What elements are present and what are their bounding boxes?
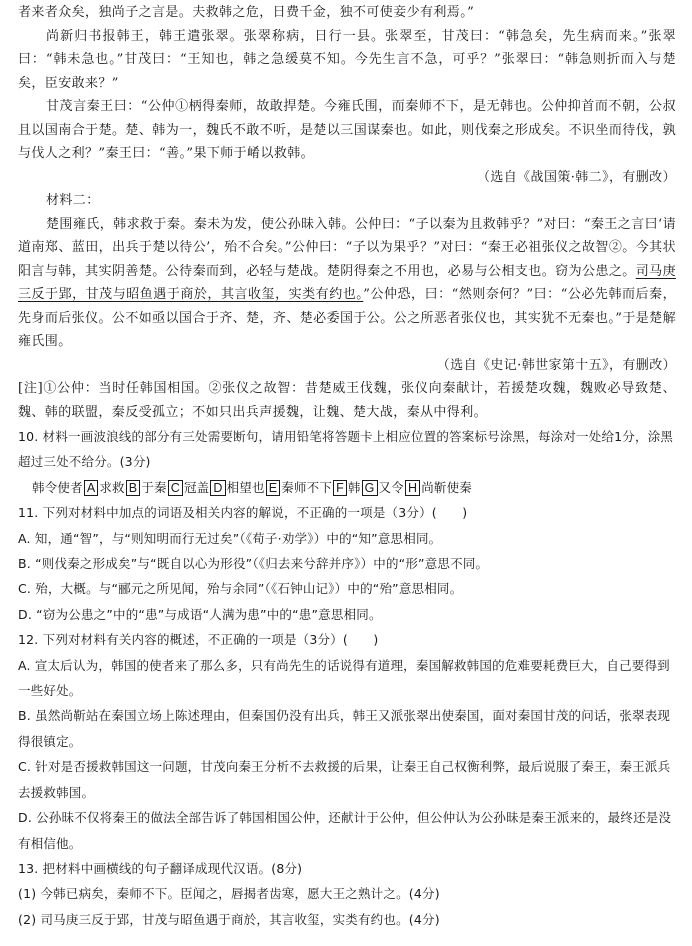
option-a[interactable]: A. 知，通“智”，与“则知明而行无过矣”（《荀子·劝学》）中的“知”意思相同。 <box>18 530 442 546</box>
option-a[interactable]: A. 宣太后认为，韩国的使者来了那么多，只有尚先生的话说得有道理，秦国解救韩国的危难要耗费巨大，自己要得到一些好处。 <box>18 657 670 699</box>
answer-box-b[interactable]: B <box>126 480 141 496</box>
answer-box-f[interactable]: F <box>333 480 347 496</box>
option-b[interactable]: B. “则伐秦之形成矣”与“既自以心为形役”（《归去来兮辞并序》）中的“形”意思不同。 <box>18 556 489 572</box>
answer-box-h[interactable]: H <box>405 480 420 496</box>
segment: 冠盖 <box>183 479 210 495</box>
translation-item-2: (2) 司马庚三反于郢，甘茂与昭鱼遇于商於，其言收玺，实类有约也。(4分) <box>18 911 440 927</box>
answer-box-e[interactable]: E <box>266 480 281 496</box>
question-11-stem: 11. 下列对材料中加点的词语及相关内容的解说，不正确的一项是（3分）( ) <box>18 505 468 521</box>
segment: 相望也 <box>226 479 265 495</box>
answer-box-g[interactable]: G <box>362 480 378 496</box>
source-citation: （选自《史记·韩世家第十五》，有删改） <box>436 357 676 373</box>
segment: 秦师不下 <box>281 479 333 495</box>
material-two-label: 材料二： <box>46 193 100 208</box>
answer-box-d[interactable]: D <box>210 480 225 496</box>
classical-passage <box>0 0 692 424</box>
sentence-break-line <box>0 475 692 500</box>
question-10-stem: 10. 材料一画波浪线的部分有三处需要断句，请用铅笔将答题卡上相应位置的答案标号涂黑，每涂对一处给1分，涂黑超过三处不给分。(3分) <box>18 429 674 470</box>
segment: 求救 <box>99 479 125 495</box>
option-c[interactable]: C. 殆，大概。与“郦元之所见闻，殆与余同”（《石钟山记》）中的“殆”意思相同。 <box>18 581 463 597</box>
option-b[interactable]: B. 虽然尚靳站在秦国立场上陈述理由，但秦国仍没有出兵，韩王又派张翠出使秦国，面对秦国甘茂的问话，张翠表现得很镇定。 <box>18 708 671 749</box>
annotation-note: [注]①公仲：当时任韩国相国。②张仪之故智：昔楚威王伐魏，张仪向秦献计，若援楚攻魏，魏败必导致楚、魏、韩的联盟，秦反受孤立；不如只出兵声援魏，让魏、楚大战，秦从中得利。 <box>18 381 676 420</box>
underlined-sentence: 司马庚三反于郢，甘茂与昭鱼遇于商於，其言收玺，实类有约也。 <box>18 263 676 302</box>
segment: 尚靳使秦 <box>421 479 472 495</box>
passage-paragraph <box>0 213 692 354</box>
source-citation: （选自《战国策·韩二》，有删改） <box>476 169 676 185</box>
question-13-stem: 13. 把材料中画横线的句子翻译成现代汉语。(8分) <box>18 860 303 876</box>
option-d[interactable]: D. “窃为公患之”中的“患”与成语“人满为患”中的“患”意思相同。 <box>18 606 382 622</box>
segment: 于秦 <box>141 479 167 495</box>
passage-text: ”公仲恐，曰：“然则奈何？”曰：“公必先韩而后秦，先身而后张仪。公不如亟以国合于齐、楚，齐、楚必委国于公。公之所恶者张仪也，其实犹不无秦也。”于是楚解雍氏围。 <box>18 287 676 349</box>
passage-text: 楚围雍氏，韩求救于秦。秦未为发，使公孙昧入韩。公仲曰：“子以秦为且救韩乎？”对曰：“秦王之言曰‘请道南郑、蓝田，出兵于楚以待公’，殆不合矣。”公仲曰：“子以为果乎？”对曰：“秦王必祖张仪之故智②。今其状阳言与韩，其实阴善楚。公待秦而到，必轻与楚战。楚阴得秦之不用也，必易与公相支也。窃为公患之。 <box>18 216 676 279</box>
segment: 韩 <box>347 479 361 495</box>
answer-box-c[interactable]: C <box>168 480 183 496</box>
option-d[interactable]: D. 公孙昧不仅将秦王的做法全部告诉了韩国相国公仲，还献计于公仲，但公仲认为公孙昧是秦王派来的，最终还是没有相信他。 <box>18 810 672 851</box>
segment: 又令 <box>378 479 404 495</box>
answer-box-a[interactable]: A <box>84 480 99 496</box>
translation-item-1: (1) 今韩已病矣，秦师不下。臣闻之，唇揭者齿寒，愿大王之熟计之。(4分) <box>18 886 440 902</box>
questions-section <box>0 424 692 932</box>
passage-paragraph: 尚新归书报韩王，韩王遣张翠。张翠称病，日行一县。张翠至，甘茂曰：“韩急矣，先生病而来。”张翠曰：“韩未急也。”甘茂曰：“王知也，韩之急缓莫不知。今先生言不急，可乎？”张翠曰：“韩急则折而入与楚矣，臣安敢来？” <box>18 28 676 91</box>
question-12-stem: 12. 下列对材料有关内容的概述，不正确的一项是（3分）( ) <box>18 632 379 648</box>
passage-line: 者来者众矣，独尚子之言是。夫救韩之危，日费千金，独不可使妾少有利焉。” <box>18 5 475 20</box>
option-c[interactable]: C. 针对是否援救韩国这一问题，甘茂向秦王分析不去救援的后果，让秦王自己权衡利弊，最后说服了秦王，秦王派兵去援救韩国。 <box>18 759 671 800</box>
segment: 韩令使者 <box>32 479 83 495</box>
passage-paragraph: 甘茂言秦王曰：“公仲①柄得秦师，故敢捍楚。今雍氏围，而秦师不下，是无韩也。公仲抑首而不朝，公叔且以国南合于楚。楚、韩为一，魏氏不敢不听，是楚以三国谋秦也。如此，则伐秦之形成矣。不识坐而待伐，孰与伐人之利？”秦王曰：“善。”果下师于崤以救韩。 <box>18 99 676 161</box>
